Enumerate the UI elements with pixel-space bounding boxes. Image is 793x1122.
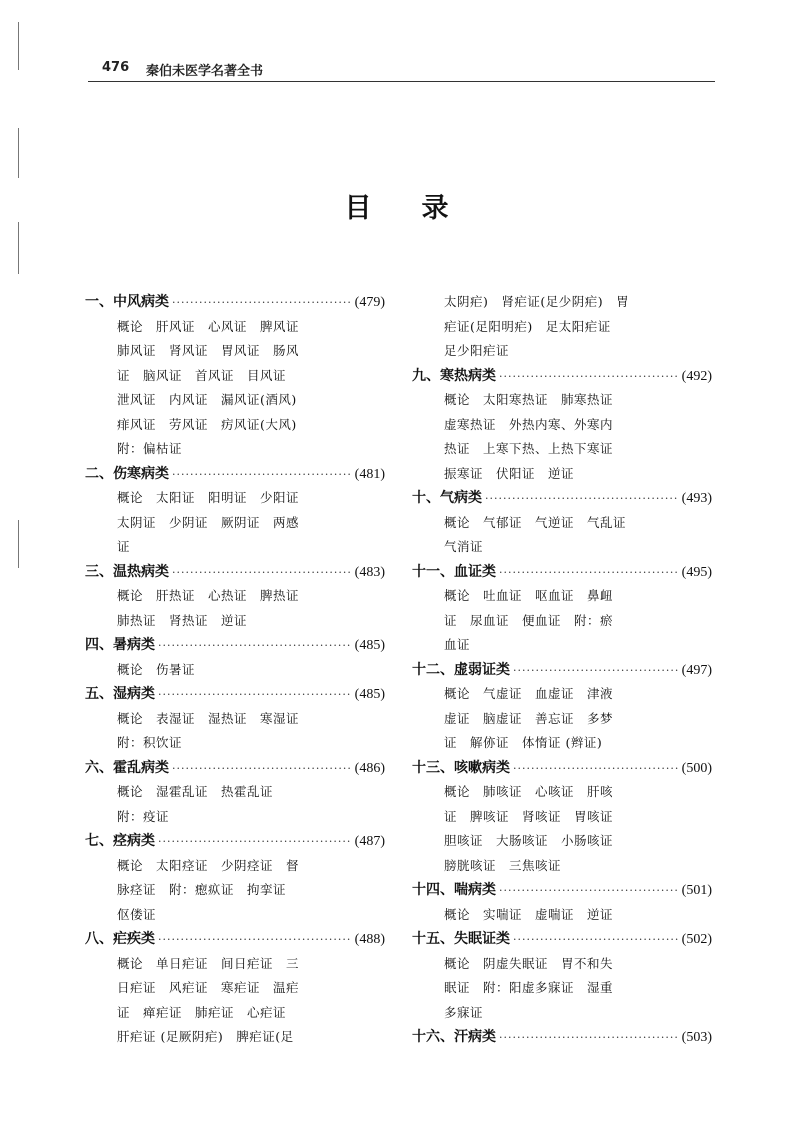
- toc-subentry-line: 日疟证 风疟证 寒疟证 温疟: [117, 980, 300, 995]
- toc-subentry-line: 概论 气郁证 气逆证 气乱证: [444, 514, 627, 530]
- toc-section-entry: [85, 682, 385, 707]
- toc-section-heading: 九、寒热病类: [412, 367, 496, 384]
- toc-column-left: [85, 290, 385, 1050]
- toc-subentry-line: 证 尿血证 便血证 附：瘀: [444, 612, 614, 628]
- toc-section-heading: 十五、失眠证类: [412, 931, 510, 947]
- toc-subentry-line: 太阴疟) 肾疟证(足少阴疟) 胃: [444, 294, 630, 309]
- toc-section-heading: 六、霍乱病类: [85, 759, 169, 776]
- toc-section-entry: [85, 462, 385, 487]
- toc-subentry-line: 概论 阴虚失眠证 胃不和失: [444, 955, 614, 971]
- toc-section-entry: [412, 560, 712, 585]
- toc-section-heading: 一、中风病类: [85, 294, 169, 310]
- toc-leader-dots: [485, 487, 679, 512]
- toc-page-ref: (502): [681, 932, 712, 947]
- toc-subentry-line: 概论 吐血证 呕血证 鼻衄: [444, 588, 614, 603]
- toc-subentry-line: 伛偻证: [117, 906, 157, 922]
- toc-subentry-line: 概论 实喘证 虚喘证 逆证: [444, 906, 614, 922]
- toc-section-heading: 十六、汗病类: [412, 1029, 496, 1045]
- toc-subentry-line: 膀胱咳证 三焦咳证: [444, 857, 562, 873]
- toc-section-heading: 十三、咳嗽病类: [412, 759, 510, 776]
- scan-margin-line-4: [18, 520, 19, 568]
- toc-section-entry: [412, 927, 712, 952]
- toc-page-ref: (479): [354, 295, 385, 310]
- book-title: 秦伯未医学名著全书: [146, 64, 264, 79]
- toc-section-entry: [412, 658, 712, 683]
- toc-subentry-line: 证 解㑊证 体惰证 (辫证): [444, 735, 603, 750]
- toc-leader-dots: [158, 928, 352, 953]
- toc-subentry-line: 附：积饮证: [117, 735, 183, 750]
- toc-subentry-line: 概论 太阳寒热证 肺寒热证: [444, 392, 614, 407]
- toc-leader-dots: [499, 1026, 679, 1051]
- toc-page-ref: (485): [354, 638, 385, 653]
- toc-subentry-line: 证: [117, 539, 131, 554]
- toc-subentry-line: 概论 肝热证 心热证 脾热证: [117, 588, 300, 603]
- toc-subentry-line: 热证 上寒下热、上热下寒证: [444, 441, 614, 456]
- toc-subentry-line: 疟证(足阳明疟) 足太阳疟证: [444, 318, 611, 334]
- toc-leader-dots: [158, 683, 352, 708]
- toc-section-heading: 十二、虚弱证类: [412, 661, 510, 678]
- toc-page-ref: (500): [681, 760, 712, 776]
- scan-margin-line-1: [18, 22, 19, 70]
- toc-section-heading: 十一、血证类: [412, 563, 496, 580]
- toc-section-heading: 八、疟疾类: [85, 931, 155, 947]
- toc-section-entry: [412, 1025, 712, 1050]
- toc-subentry-line: 虚证 脑虚证 善忘证 多梦: [444, 710, 614, 726]
- toc-page-ref: (487): [354, 834, 385, 849]
- toc-subentry-line: 泄风证 内风证 漏风证(酒风): [117, 392, 297, 407]
- toc-subentry-line: 振寒证 伏阳证 逆证: [444, 465, 575, 481]
- toc-subentry-line: 概论 太阳痉证 少阴痉证 督: [117, 857, 300, 873]
- toc-page-ref: (497): [681, 662, 712, 678]
- toc-section-entry: [412, 364, 712, 389]
- toc-section-entry: [85, 829, 385, 854]
- toc-subentry-line: 胆咳证 大肠咳证 小肠咳证: [444, 833, 614, 848]
- toc-page-ref: (501): [681, 883, 712, 898]
- toc-subentry-line: 概论 单日疟证 间日疟证 三: [117, 955, 300, 971]
- toc-page-ref: (486): [354, 760, 385, 776]
- toc-subentry-line: 概论 伤暑证: [117, 661, 196, 677]
- toc-leader-dots: [172, 757, 352, 782]
- toc-subentry-line: 概论 肺咳证 心咳证 肝咳: [444, 784, 614, 799]
- scan-margin-line-3: [18, 222, 19, 274]
- toc-leader-dots: [499, 365, 679, 390]
- toc-leader-dots: [513, 757, 679, 782]
- page-title: 目录: [344, 193, 499, 224]
- toc-section-heading: 十、气病类: [412, 490, 482, 506]
- toc-subentry-line: 证 脑风证 首风证 目风证: [117, 367, 287, 383]
- toc-section-heading: 五、湿病类: [85, 686, 155, 702]
- toc-leader-dots: [499, 879, 679, 904]
- toc-subentry-line: 概论 湿霍乱证 热霍乱证: [117, 784, 274, 799]
- toc-subentry-line: 血证: [444, 637, 471, 652]
- toc-page-ref: (483): [354, 564, 385, 580]
- toc-leader-dots: [158, 830, 352, 855]
- toc-section-entry: [85, 290, 385, 315]
- toc-section-heading: 二、伤寒病类: [85, 465, 169, 482]
- toc-subentry-line: 证 瘅疟证 肺疟证 心疟证: [117, 1004, 287, 1020]
- toc-column-right: [412, 290, 712, 1050]
- toc-leader-dots: [172, 463, 352, 488]
- toc-section-heading: 四、暑病类: [85, 637, 155, 653]
- toc-subentry-line: 概论 太阳证 阳明证 少阳证: [117, 490, 300, 505]
- toc-subentry-line: 虚寒热证 外热内寒、外寒内: [444, 416, 614, 432]
- toc-subentry-line: 概论 表湿证 湿热证 寒湿证: [117, 710, 300, 726]
- toc-section-heading: 三、温热病类: [85, 563, 169, 580]
- toc-subentry-line: 足少阳疟证: [444, 343, 510, 358]
- toc-leader-dots: [172, 291, 352, 316]
- toc-section-entry: [412, 878, 712, 903]
- toc-page-ref: (481): [354, 466, 385, 482]
- header-rule: [88, 81, 715, 82]
- toc-section-entry: [85, 927, 385, 952]
- toc-section-entry: [412, 486, 712, 511]
- scan-margin-line-2: [18, 128, 19, 178]
- toc-section-entry: [85, 756, 385, 781]
- toc-section-heading: 十四、喘病类: [412, 882, 496, 898]
- toc-subentry-line: 附：偏枯证: [117, 441, 183, 456]
- toc-subentry-line: 脉痉证 附：瘛疭证 拘挛证: [117, 882, 287, 897]
- toc-page-ref: (492): [681, 368, 712, 384]
- page-number: 476: [102, 60, 130, 75]
- toc-section-entry: [85, 633, 385, 658]
- toc-section-heading: 七、痉病类: [85, 833, 155, 849]
- toc-subentry-line: 概论 肝风证 心风证 脾风证: [117, 318, 300, 334]
- toc-leader-dots: [499, 561, 679, 586]
- toc-subentry-line: 证 脾咳证 肾咳证 胃咳证: [444, 808, 614, 824]
- toc-leader-dots: [158, 634, 352, 659]
- toc-page-ref: (488): [354, 932, 385, 947]
- toc-leader-dots: [513, 659, 679, 684]
- running-header: [88, 56, 715, 82]
- toc-subentry-line: 痱风证 劳风证 疠风证(大风): [117, 416, 297, 432]
- toc-subentry-line: 眠证 附：阳虚多寐证 湿重: [444, 980, 614, 995]
- toc-page-ref: (503): [681, 1030, 712, 1045]
- toc-subentry-line: 太阴证 少阴证 厥阴证 两感: [117, 514, 300, 530]
- toc-leader-dots: [172, 561, 352, 586]
- toc-subentry-line: 概论 气虚证 血虚证 津液: [444, 686, 614, 701]
- toc-section-entry: [85, 560, 385, 585]
- toc-section-entry: [412, 756, 712, 781]
- toc-subentry-line: 肺热证 肾热证 逆证: [117, 612, 248, 628]
- toc-page-ref: (495): [681, 564, 712, 580]
- toc-subentry-line: 多寐证: [444, 1004, 484, 1020]
- toc-subentry-line: 肺风证 肾风证 胃风证 肠风: [117, 343, 300, 358]
- toc-page-ref: (485): [354, 687, 385, 702]
- toc-subentry-line: 附：疫证: [117, 808, 170, 824]
- toc-subentry-line: 气消证: [444, 539, 484, 554]
- toc-leader-dots: [513, 928, 679, 953]
- toc-subentry-line: 肝疟证 (足厥阴疟) 脾疟证(足: [117, 1029, 294, 1044]
- toc-page-ref: (493): [681, 491, 712, 506]
